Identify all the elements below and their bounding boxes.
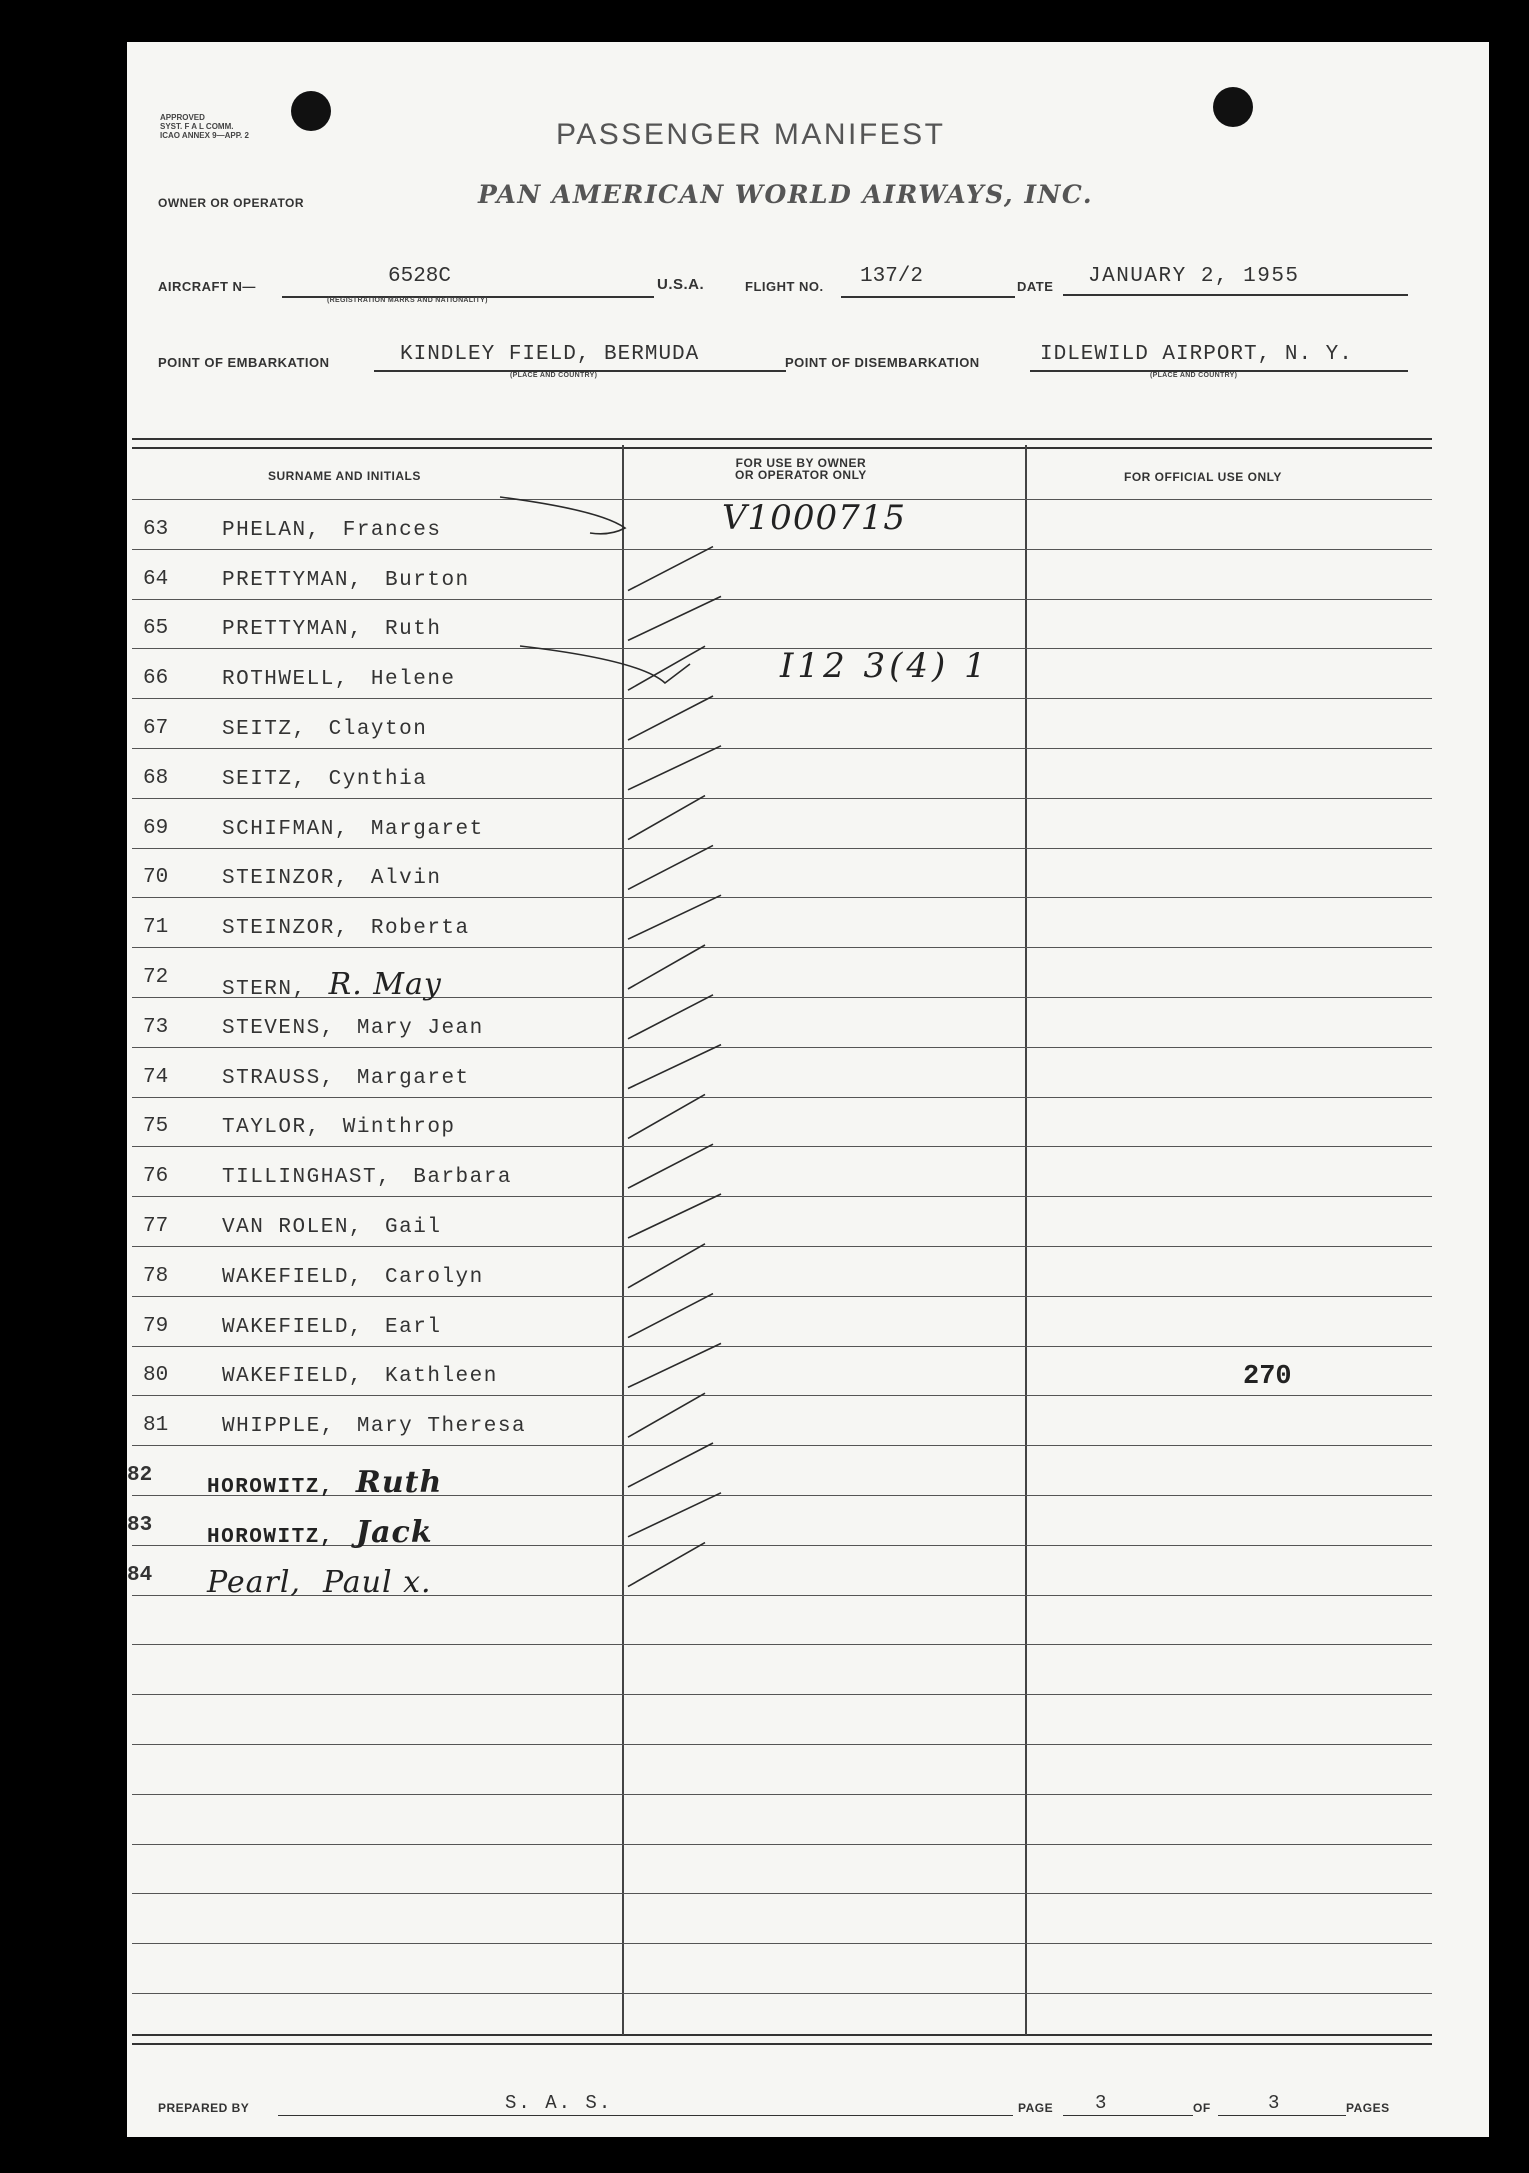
passenger-surname: STEINZOR,: [222, 917, 349, 940]
passenger-surname: PRETTYMAN,: [222, 569, 364, 592]
row-number: 73: [143, 1016, 169, 1039]
row-number: 68: [143, 767, 169, 790]
row-number: 78: [143, 1265, 169, 1288]
ruling-line: [132, 1097, 1432, 1098]
ruling-line: [132, 1346, 1432, 1347]
row-number: 81: [143, 1414, 169, 1437]
passenger-name: [222, 1116, 456, 1139]
row-number: 69: [143, 817, 169, 840]
passenger-name: [222, 917, 470, 940]
ruling-line: [132, 1744, 1432, 1745]
ruling-line: [132, 897, 1432, 898]
operator-note: V1000715: [722, 498, 906, 538]
passenger-name: [222, 1067, 470, 1090]
passenger-given-name: Cynthia: [328, 768, 428, 791]
passenger-surname: Pearl,: [207, 1565, 301, 1600]
passenger-name: [222, 967, 442, 1002]
ruling-line: [132, 748, 1432, 749]
passenger-name: [222, 818, 484, 841]
passenger-given-name: Ruth: [355, 1465, 443, 1500]
embarkation-label: POINT OF EMBARKATION: [158, 355, 330, 370]
passenger-given-name: R. May: [328, 967, 442, 1002]
passenger-name: [222, 618, 441, 641]
passenger-surname: STERN,: [222, 978, 307, 1001]
ruling-line: [132, 1246, 1432, 1247]
passenger-name: [222, 1415, 526, 1438]
passenger-surname: WHIPPLE,: [222, 1415, 335, 1438]
row-number: 82: [127, 1464, 153, 1487]
col-header-surname: SURNAME AND INITIALS: [268, 469, 421, 483]
aircraft-value: 6528C: [388, 265, 452, 288]
passenger-given-name: Margaret: [356, 1067, 470, 1090]
col-header-operator: FOR USE BY OWNER OR OPERATOR ONLY: [735, 456, 867, 482]
passenger-given-name: Paul x.: [322, 1565, 432, 1600]
ruling-line: [132, 1445, 1432, 1446]
passenger-given-name: Alvin: [370, 867, 442, 890]
flight-value: 137/2: [860, 265, 924, 288]
passenger-given-name: Margaret: [370, 818, 484, 841]
table-bottom-rule: [132, 2034, 1432, 2045]
passenger-surname: ROTHWELL,: [222, 668, 349, 691]
ruling-line: [132, 1146, 1432, 1147]
embarkation-sublabel: (PLACE AND COUNTRY): [510, 372, 598, 379]
passenger-name: [207, 1515, 433, 1550]
ruling-line: [132, 1644, 1432, 1645]
row-number: 72: [143, 966, 169, 989]
passenger-name: [222, 1266, 484, 1289]
owner-label: OWNER OR OPERATOR: [158, 196, 305, 210]
row-number: 71: [143, 916, 169, 939]
ruling-line: [132, 1694, 1432, 1695]
pages-label: PAGES: [1346, 2101, 1390, 2115]
col-header-official: FOR OFFICIAL USE ONLY: [1124, 470, 1282, 484]
operator-note: I12 3(4) 1: [780, 646, 990, 686]
passenger-name: [222, 768, 427, 791]
prepared-by-value: S. A. S.: [505, 2092, 613, 2114]
ruling-line: [132, 1395, 1432, 1396]
ruling-line: [132, 1943, 1432, 1944]
passenger-given-name: Winthrop: [342, 1116, 456, 1139]
passenger-surname: PHELAN,: [222, 519, 321, 542]
ruling-line: [132, 599, 1432, 600]
passenger-name: [222, 1166, 512, 1189]
passenger-name: [222, 718, 427, 741]
passenger-given-name: Ruth: [385, 618, 442, 641]
row-number: 67: [143, 717, 169, 740]
row-number: 76: [143, 1165, 169, 1188]
ruling-line: [132, 698, 1432, 699]
passenger-given-name: Kathleen: [385, 1365, 498, 1388]
passenger-given-name: Carolyn: [385, 1266, 484, 1289]
disembarkation-value: IDLEWILD AIRPORT, N. Y.: [1040, 343, 1353, 366]
passenger-surname: PRETTYMAN,: [222, 618, 364, 641]
passenger-surname: VAN ROLEN,: [222, 1216, 364, 1239]
ruling-line: [132, 549, 1432, 550]
column-divider: [1025, 445, 1027, 2035]
operator-name: PAN AMERICAN WORLD AIRWAYS, INC.: [478, 180, 1094, 209]
passenger-surname: WAKEFIELD,: [222, 1316, 364, 1339]
passenger-name: [222, 1365, 498, 1388]
ruling-line: [132, 1196, 1432, 1197]
ruling-line: [132, 1047, 1432, 1048]
passenger-surname: STEINZOR,: [222, 867, 349, 890]
passenger-name: [222, 1316, 441, 1339]
passenger-surname: STRAUSS,: [222, 1067, 335, 1090]
ruling-line: [132, 848, 1432, 849]
passenger-given-name: Frances: [342, 519, 442, 542]
punch-hole: [1213, 87, 1253, 127]
passenger-surname: SEITZ,: [222, 718, 307, 741]
passenger-given-name: Roberta: [370, 917, 470, 940]
ruling-line: [132, 1794, 1432, 1795]
passenger-given-name: Mary Theresa: [356, 1415, 527, 1438]
passenger-name: [222, 1216, 441, 1239]
of-value: 3: [1268, 2092, 1280, 2114]
column-divider: [622, 445, 624, 2035]
passenger-surname: SEITZ,: [222, 768, 307, 791]
aircraft-label: AIRCRAFT N—: [158, 279, 256, 294]
row-number: 79: [143, 1315, 169, 1338]
date-value: JANUARY 2, 1955: [1088, 265, 1300, 288]
ruling-line: [132, 798, 1432, 799]
passenger-given-name: Barbara: [413, 1166, 512, 1189]
approval-stamp: APPROVED SYST. F A L COMM. ICAO ANNEX 9—APP. 2: [160, 113, 249, 140]
passenger-given-name: Mary Jean: [356, 1017, 484, 1040]
row-number: 74: [143, 1066, 169, 1089]
passenger-surname: WAKEFIELD,: [222, 1266, 364, 1289]
passenger-given-name: Helene: [370, 668, 456, 691]
row-number: 70: [143, 866, 169, 889]
embarkation-value: KINDLEY FIELD, BERMUDA: [400, 343, 700, 366]
ruling-line: [132, 1993, 1432, 1994]
passenger-given-name: Burton: [385, 569, 470, 592]
passenger-surname: WAKEFIELD,: [222, 1365, 364, 1388]
passenger-surname: STEVENS,: [222, 1017, 335, 1040]
row-number: 65: [143, 617, 169, 640]
passenger-given-name: Earl: [385, 1316, 442, 1339]
passenger-given-name: Gail: [385, 1216, 442, 1239]
passenger-surname: HOROWITZ,: [207, 1526, 334, 1549]
passenger-given-name: Clayton: [328, 718, 428, 741]
passenger-name: [207, 1565, 432, 1600]
ruling-line: [132, 947, 1432, 948]
ruling-line: [132, 1893, 1432, 1894]
disembarkation-label: POINT OF DISEMBARKATION: [785, 355, 980, 370]
disembarkation-sublabel: (PLACE AND COUNTRY): [1150, 372, 1238, 379]
passenger-name: [222, 867, 441, 890]
date-label: DATE: [1017, 279, 1054, 294]
passenger-surname: SCHIFMAN,: [222, 818, 349, 841]
page-value: 3: [1095, 2092, 1107, 2114]
passenger-name: [222, 668, 456, 691]
passenger-surname: HOROWITZ,: [207, 1476, 334, 1499]
passenger-name: [222, 519, 441, 542]
row-number: 75: [143, 1115, 169, 1138]
page-label: PAGE: [1018, 2101, 1054, 2115]
official-note: 270: [1243, 1362, 1292, 1392]
passenger-surname: TILLINGHAST,: [222, 1166, 392, 1189]
row-number: 84: [127, 1564, 153, 1587]
punch-hole: [291, 91, 331, 131]
passenger-given-name: Jack: [355, 1515, 433, 1550]
table-top-rule: [132, 438, 1432, 449]
ruling-line: [132, 1296, 1432, 1297]
row-number: 66: [143, 667, 169, 690]
prepared-by-label: PREPARED BY: [158, 2101, 250, 2115]
row-number: 63: [143, 518, 169, 541]
passenger-name: [222, 1017, 484, 1040]
ruling-line: [132, 1844, 1432, 1845]
usa-label: U.S.A.: [657, 276, 705, 293]
row-number: 80: [143, 1364, 169, 1387]
of-label: OF: [1193, 2101, 1211, 2115]
passenger-surname: TAYLOR,: [222, 1116, 321, 1139]
passenger-name: [207, 1465, 442, 1500]
flight-label: FLIGHT NO.: [745, 279, 824, 294]
page-title: PASSENGER MANIFEST: [556, 118, 946, 151]
row-number: 83: [127, 1514, 153, 1537]
row-number: 64: [143, 568, 169, 591]
aircraft-sublabel: (REGISTRATION MARKS AND NATIONALITY): [327, 297, 488, 304]
row-number: 77: [143, 1215, 169, 1238]
passenger-name: [222, 569, 470, 592]
